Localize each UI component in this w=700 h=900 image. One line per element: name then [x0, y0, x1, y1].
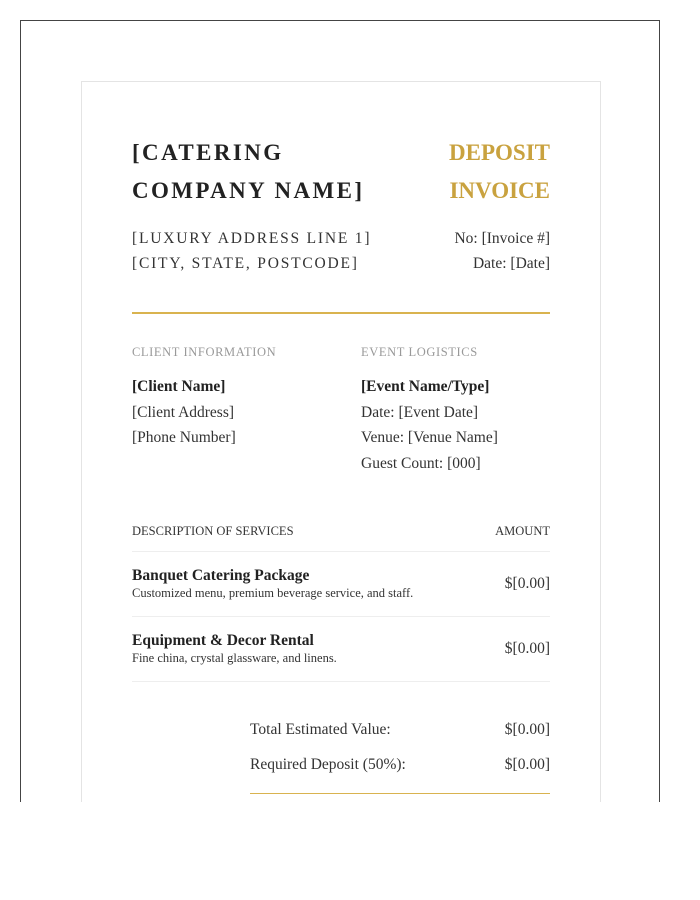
- service-item-name: Banquet Catering Package: [132, 567, 310, 584]
- column-header-description: DESCRIPTION OF SERVICES: [132, 524, 294, 538]
- client-address: [Client Address]: [132, 403, 235, 421]
- table-row-divider: [132, 616, 550, 617]
- required-deposit-amount: $[0.00]: [504, 756, 550, 773]
- company-name-line-2: COMPANY NAME]: [132, 178, 365, 203]
- company-name-line-1: [CATERING: [132, 140, 284, 165]
- event-info: [361, 374, 498, 476]
- service-item-amount: $[0.00]: [504, 640, 550, 657]
- company-address: [132, 226, 371, 276]
- event-section-label: EVENT LOGISTICS: [361, 345, 478, 359]
- service-item-description: Fine china, crystal glassware, and linens.: [132, 651, 337, 665]
- table-row-divider: [132, 681, 550, 682]
- event-name: [Event Name/Type]: [361, 378, 490, 395]
- column-header-amount: AMOUNT: [495, 524, 550, 538]
- event-guest-count: Guest Count: [000]: [361, 454, 481, 472]
- document-title: [449, 134, 550, 210]
- document-title-line-2: INVOICE: [449, 178, 550, 203]
- client-name: [Client Name]: [132, 378, 226, 395]
- totals-divider: [250, 793, 550, 794]
- service-item-description: Customized menu, premium beverage service, and staff.: [132, 586, 414, 600]
- required-deposit-label: Required Deposit (50%):: [250, 756, 406, 773]
- company-name: [132, 134, 364, 210]
- client-section-label: CLIENT INFORMATION: [132, 345, 277, 359]
- service-item-amount: $[0.00]: [504, 575, 550, 592]
- document-title-line-1: DEPOSIT: [449, 140, 550, 165]
- address-line-2: [CITY, STATE, POSTCODE]: [132, 255, 359, 272]
- invoice-sheet: [81, 81, 601, 802]
- invoice-number: No: [Invoice #]: [454, 230, 550, 247]
- address-line-1: [LUXURY ADDRESS LINE 1]: [132, 230, 372, 247]
- client-phone: [Phone Number]: [132, 429, 236, 446]
- event-venue: Venue: [Venue Name]: [361, 429, 498, 446]
- total-estimated-amount: $[0.00]: [504, 721, 550, 738]
- client-info: [132, 374, 236, 451]
- event-date: Date: [Event Date]: [361, 403, 479, 421]
- total-estimated-label: Total Estimated Value:: [250, 721, 391, 738]
- table-header-divider: [132, 551, 550, 552]
- header-divider: [132, 312, 550, 314]
- invoice-date: Date: [Date]: [472, 255, 550, 272]
- invoice-meta: [454, 226, 550, 276]
- service-item-name: Equipment & Decor Rental: [132, 632, 314, 649]
